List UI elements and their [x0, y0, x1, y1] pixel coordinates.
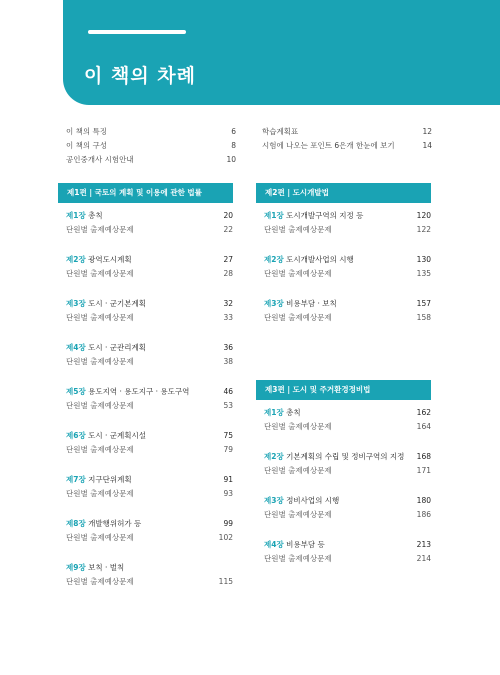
chapter-entry[interactable]	[256, 450, 431, 464]
chapter-page: 36	[223, 343, 233, 352]
exercise-page: 38	[223, 357, 233, 366]
page-title: 이 책의 차례	[84, 65, 196, 87]
header-band	[63, 0, 500, 105]
exercise-entry[interactable]	[256, 311, 431, 325]
chapter-entry[interactable]	[58, 209, 233, 223]
chapter-block	[58, 561, 233, 589]
chapter-entry[interactable]	[256, 253, 431, 267]
exercise-entry[interactable]	[58, 443, 233, 457]
chapter-number: 제7장	[66, 475, 86, 484]
chapter-block	[58, 517, 233, 545]
entry-page: 6	[231, 127, 236, 136]
toc-entry[interactable]	[66, 125, 236, 139]
chapter-page: 20	[223, 211, 233, 220]
chapter-title: 도시 · 군관리계획	[88, 343, 146, 352]
chapter-block	[58, 297, 233, 325]
exercise-page: 93	[223, 489, 233, 498]
chapter-page: 168	[416, 452, 431, 461]
chapter-page: 213	[416, 540, 431, 549]
chapter-page: 75	[223, 431, 233, 440]
chapter-page: 120	[416, 211, 431, 220]
chapter-title: 도시 · 군계획시설	[88, 431, 146, 440]
chapter-title: 정비사업의 시행	[286, 496, 340, 505]
chapter-block	[58, 429, 233, 457]
chapter-title: 도시개발사업의 시행	[286, 255, 354, 264]
exercise-page: 33	[223, 313, 233, 322]
chapter-block	[256, 406, 431, 434]
chapter-number: 제5장	[66, 387, 86, 396]
chapter-number: 제4장	[66, 343, 86, 352]
entry-title: 이 책의 구성	[66, 141, 107, 150]
chapter-page: 162	[416, 408, 431, 417]
chapter-block	[256, 450, 431, 478]
chapter-title: 보칙 · 벌칙	[88, 563, 125, 572]
exercise-page: 28	[223, 269, 233, 278]
part1-header[interactable]: 제1편 | 국토의 계획 및 이용에 관한 법률	[58, 183, 233, 203]
chapter-entry[interactable]	[58, 561, 233, 575]
chapter-number: 제6장	[66, 431, 86, 440]
exercise-title: 단원별 출제예상문제	[66, 445, 134, 454]
exercise-page: 171	[416, 466, 431, 475]
chapter-block	[58, 385, 233, 413]
exercise-title: 단원별 출제예상문제	[66, 269, 134, 278]
exercise-entry[interactable]	[256, 223, 431, 237]
toc-entry[interactable]	[66, 139, 236, 153]
exercise-page: 186	[416, 510, 431, 519]
toc-entry[interactable]	[262, 125, 432, 139]
exercise-entry[interactable]	[58, 399, 233, 413]
part3-section	[256, 380, 431, 566]
intro-list-left	[66, 125, 236, 167]
chapter-page: 91	[223, 475, 233, 484]
part3-chapter-list	[256, 406, 431, 566]
chapter-entry[interactable]	[58, 297, 233, 311]
exercise-title: 단원별 출제예상문제	[264, 422, 332, 431]
exercise-page: 115	[218, 577, 233, 586]
chapter-title: 용도지역 · 용도지구 · 용도구역	[88, 387, 190, 396]
chapter-block	[256, 494, 431, 522]
chapter-block	[58, 341, 233, 369]
chapter-entry[interactable]	[256, 538, 431, 552]
chapter-title: 도시개발구역의 지정 등	[286, 211, 364, 220]
exercise-page: 214	[416, 554, 431, 563]
entry-page: 8	[231, 141, 236, 150]
exercise-page: 53	[223, 401, 233, 410]
exercise-entry[interactable]	[58, 355, 233, 369]
chapter-block	[256, 297, 431, 325]
chapter-page: 180	[416, 496, 431, 505]
chapter-page: 99	[223, 519, 233, 528]
exercise-title: 단원별 출제예상문제	[66, 401, 134, 410]
entry-page: 14	[422, 141, 432, 150]
toc-entry[interactable]	[66, 153, 236, 167]
part2-header[interactable]: 제2편 | 도시개발법	[256, 183, 431, 203]
chapter-page: 157	[416, 299, 431, 308]
chapter-number: 제2장	[66, 255, 86, 264]
chapter-number: 제4장	[264, 540, 284, 549]
part2-chapter-list	[256, 209, 431, 325]
chapter-number: 제8장	[66, 519, 86, 528]
chapter-page: 130	[416, 255, 431, 264]
exercise-page: 164	[416, 422, 431, 431]
entry-page: 10	[226, 155, 236, 164]
chapter-block	[256, 538, 431, 566]
chapter-title: 지구단위계획	[88, 475, 132, 484]
chapter-title: 기본계획의 수립 및 정비구역의 지정	[286, 452, 405, 461]
chapter-page: 46	[223, 387, 233, 396]
chapter-title: 도시 · 군기본계획	[88, 299, 146, 308]
exercise-entry[interactable]	[58, 487, 233, 501]
chapter-number: 제3장	[264, 496, 284, 505]
chapter-block	[256, 253, 431, 281]
exercise-entry[interactable]	[58, 575, 233, 589]
exercise-page: 22	[223, 225, 233, 234]
chapter-number: 제2장	[264, 255, 284, 264]
exercise-entry[interactable]	[256, 267, 431, 281]
exercise-entry[interactable]	[58, 531, 233, 545]
exercise-page: 79	[223, 445, 233, 454]
entry-title: 시험에 나오는 포인트 6은개 한눈에 보기	[262, 141, 395, 150]
chapter-entry[interactable]	[256, 494, 431, 508]
chapter-title: 총칙	[88, 211, 103, 220]
chapter-block	[58, 473, 233, 501]
chapter-entry[interactable]	[256, 406, 431, 420]
chapter-number: 제3장	[66, 299, 86, 308]
chapter-entry[interactable]	[58, 341, 233, 355]
toc-entry[interactable]	[262, 139, 432, 153]
chapter-title: 총칙	[286, 408, 301, 417]
exercise-title: 단원별 출제예상문제	[66, 533, 134, 542]
exercise-page: 158	[416, 313, 431, 322]
entry-title: 이 책의 특징	[66, 127, 107, 136]
exercise-page: 122	[416, 225, 431, 234]
part2-section	[256, 183, 431, 325]
exercise-title: 단원별 출제예상문제	[264, 269, 332, 278]
exercise-entry[interactable]	[58, 223, 233, 237]
chapter-page: 27	[223, 255, 233, 264]
exercise-title: 단원별 출제예상문제	[264, 554, 332, 563]
chapter-number: 제1장	[264, 211, 284, 220]
chapter-title: 비용부담 · 보칙	[286, 299, 337, 308]
exercise-title: 단원별 출제예상문제	[264, 225, 332, 234]
chapter-title: 광역도시계획	[88, 255, 132, 264]
chapter-entry[interactable]	[256, 297, 431, 311]
exercise-entry[interactable]	[58, 311, 233, 325]
chapter-number: 제3장	[264, 299, 284, 308]
header-accent-line	[88, 30, 186, 34]
exercise-entry[interactable]	[256, 552, 431, 566]
chapter-entry[interactable]	[58, 517, 233, 531]
chapter-title: 개발행위허가 등	[88, 519, 142, 528]
entry-title: 학습계획표	[262, 127, 299, 136]
part3-header[interactable]: 제3편 | 도시 및 주거환경정비법	[256, 380, 431, 400]
chapter-entry[interactable]	[256, 209, 431, 223]
exercise-title: 단원별 출제예상문제	[264, 466, 332, 475]
chapter-block	[58, 253, 233, 281]
exercise-page: 135	[416, 269, 431, 278]
exercise-page: 102	[218, 533, 233, 542]
part1-chapter-list	[58, 209, 233, 589]
chapter-number: 제2장	[264, 452, 284, 461]
entry-title: 공인중개사 시험안내	[66, 155, 134, 164]
chapter-number: 제1장	[264, 408, 284, 417]
exercise-entry[interactable]	[256, 508, 431, 522]
chapter-block	[58, 209, 233, 237]
exercise-title: 단원별 출제예상문제	[66, 357, 134, 366]
exercise-entry[interactable]	[256, 420, 431, 434]
part1-section	[58, 183, 233, 589]
chapter-entry[interactable]	[58, 429, 233, 443]
chapter-number: 제9장	[66, 563, 86, 572]
entry-page: 12	[422, 127, 432, 136]
chapter-entry[interactable]	[58, 385, 233, 399]
chapter-block	[256, 209, 431, 237]
chapter-number: 제1장	[66, 211, 86, 220]
chapter-entry[interactable]	[58, 253, 233, 267]
exercise-title: 단원별 출제예상문제	[66, 489, 134, 498]
exercise-title: 단원별 출제예상문제	[66, 577, 134, 586]
exercise-entry[interactable]	[256, 464, 431, 478]
exercise-entry[interactable]	[58, 267, 233, 281]
chapter-page: 32	[223, 299, 233, 308]
exercise-title: 단원별 출제예상문제	[66, 225, 134, 234]
exercise-title: 단원별 출제예상문제	[66, 313, 134, 322]
exercise-title: 단원별 출제예상문제	[264, 313, 332, 322]
intro-list-right	[262, 125, 432, 153]
exercise-title: 단원별 출제예상문제	[264, 510, 332, 519]
chapter-entry[interactable]	[58, 473, 233, 487]
chapter-title: 비용부담 등	[286, 540, 325, 549]
